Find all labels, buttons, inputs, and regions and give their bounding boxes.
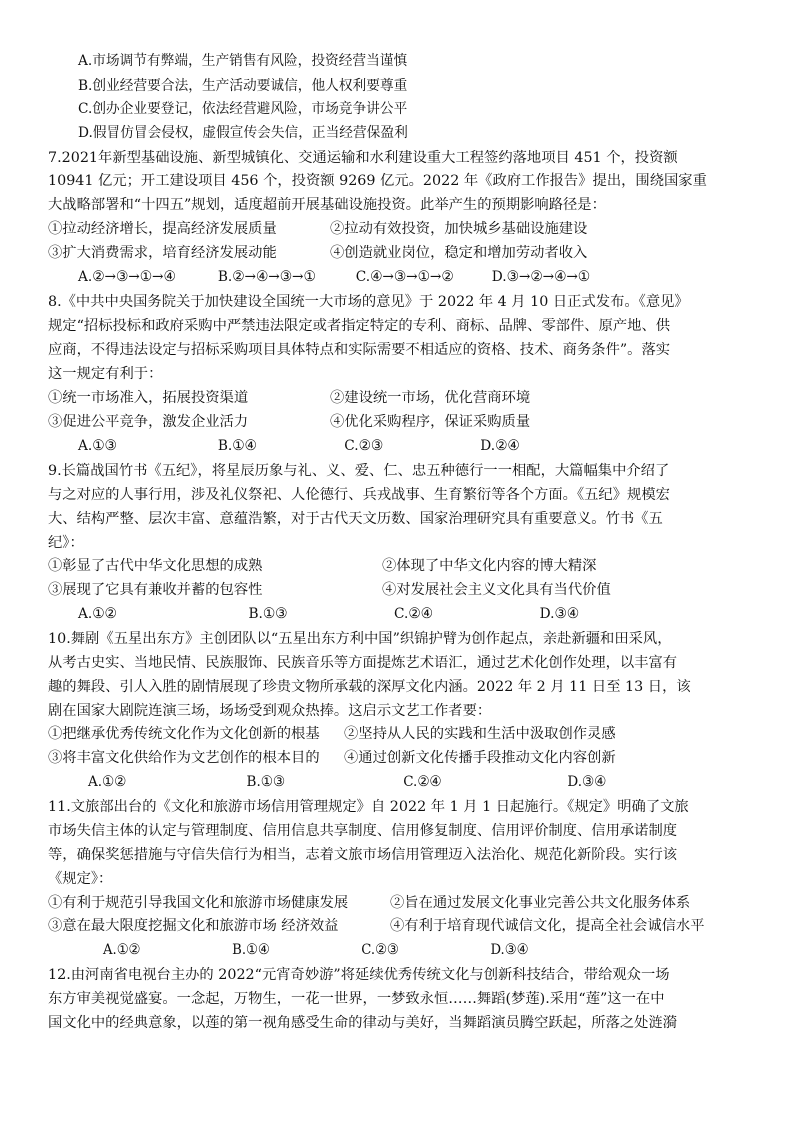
q11-item-1: ①有利于规范引导我国文化和旅游市场健康发展 <box>48 895 349 911</box>
q7-stem-line: 7.2021年新型基础设施、新型城镇化、交通运输和水利建设重大工程签约落地项目 451 个，投资额 <box>48 150 678 166</box>
q8-choice-c: C.②③ <box>344 438 384 454</box>
q7-choices-row <box>78 266 758 288</box>
q10-items-row <box>48 723 758 745</box>
q7-choice-a: A.②→③→①→④ <box>78 269 176 285</box>
q10-items-row <box>48 747 758 769</box>
q11-choices-row <box>103 939 758 961</box>
q8-choice-d: D.②④ <box>480 438 520 454</box>
q9-stem-line: 大、结构严整、层次丰富、意蕴浩繁，对于古代天文历数、国家治理研究具有重要意义。竹书《五 <box>48 511 663 527</box>
q12-stem-line: 国文化中的经典意象，以莲的第一视角感受生命的律动与美好，当舞蹈演员腾空跃起，所落之处涟漪 <box>48 1015 678 1031</box>
q11-items-row <box>48 915 758 937</box>
q8-items-row <box>48 411 758 433</box>
q11-choice-a: A.①② <box>103 942 141 958</box>
q7-choice-b: B.②→④→③→① <box>217 269 316 285</box>
q9-stem-line: 9.长篇战国竹书《五纪》，将星辰历象与礼、义、爱、仁、忠五种德行一一相配，大篇幅集中介绍了 <box>48 463 670 479</box>
q7-items-row <box>48 218 758 240</box>
q10-stem-line: 趣的舞段、引人入胜的剧情展现了珍贵文物所承载的深厚文化内涵。2022 年 2 月 11 日至 13 日，该 <box>48 679 691 695</box>
q9-choice-b: B.①③ <box>248 606 288 622</box>
q7-stem-line: 10941 亿元；开工建设项目 456 个，投资额 9269 亿元。2022 年《政府工作报告》提出，围绕国家重 <box>48 173 707 189</box>
q11-choice-b: B.①④ <box>232 942 270 958</box>
q9-stem-line: 纪》： <box>48 535 84 551</box>
q10-item-4: ④通过创新文化传播手段推动文化内容创新 <box>344 750 616 766</box>
q10-stem-line: 从考古史实、当地民情、民族服饰、民族音乐等方面提炼艺术语汇，通过艺术化创作处理，以丰富有 <box>48 655 678 671</box>
q6-option-b: B.创业经营要合法，生产活动要诚信，他人权利要尊重 <box>78 78 408 94</box>
q8-choice-b: B.①④ <box>217 438 257 454</box>
q11-choice-d: D.③④ <box>490 942 529 958</box>
q10-item-1: ①把继承优秀传统文化作为文化创新的根基 <box>48 726 320 742</box>
q9-choice-d: D.③④ <box>539 606 580 622</box>
q12-stem-line: 12.由河南省电视台主办的 2022“元宵奇妙游”将延续优秀传统文化与创新科技结合，带给观众一场 <box>48 967 670 983</box>
q6-option-a: A.市场调节有弊端，生产销售有风险，投资经营当谨慎 <box>78 53 408 69</box>
q7-item-1: ①拉动经济增长，提高经济发展质量 <box>48 221 277 237</box>
q10-stem-line: 剧在国家大剧院连演三场，场场受到观众热捧。这启示文艺工作者要： <box>48 703 492 719</box>
q9-stem-line: 与之对应的人事行用，涉及礼仪祭祀、人伦德行、兵戎战事、生育繁衍等各个方面。《五纪》规模宏 <box>48 487 670 503</box>
q7-choice-c: C.④→③→①→② <box>355 269 454 285</box>
q8-choice-a: A.①③ <box>78 438 117 454</box>
q8-stem-line: 规定“招标投标和政府采购中严禁违法限定或者指定特定的专利、商标、品牌、零部件、原产地、供 <box>48 318 671 334</box>
q11-choice-c: C.②③ <box>361 942 399 958</box>
q10-choice-c: C.②④ <box>403 774 442 790</box>
q10-choice-a: A.①② <box>88 774 127 790</box>
q7-item-4: ④创造就业岗位，稳定和增加劳动者收入 <box>330 245 588 261</box>
q8-stem-line: 8.《中共中央国务院关于加快建设全国统一大市场的意见》于 2022 年 4 月 10 日正式发布。《意见》 <box>48 294 689 310</box>
q10-choices-row <box>88 771 758 793</box>
q9-item-1: ①彰显了古代中华文化思想的成熟 <box>48 558 263 574</box>
q10-choice-b: B.①③ <box>246 774 285 790</box>
q9-item-3: ③展现了它具有兼收并蓄的包容性 <box>48 582 263 598</box>
q6-option-c: C.创办企业要登记，依法经营避风险，市场竞争讲公平 <box>78 101 408 117</box>
q11-items-row <box>48 892 758 914</box>
q11-item-2: ②旨在通过发展文化事业完善公共文化服务体系 <box>390 895 691 911</box>
q9-items-row <box>48 555 758 577</box>
q8-items-row <box>48 387 758 409</box>
q10-item-3: ③将丰富文化供给作为文艺创作的根本目的 <box>48 750 320 766</box>
q11-item-4: ④有利于培育现代诚信文化，提高全社会诚信水平 <box>390 918 705 934</box>
q7-item-2: ②拉动有效投资，加快城乡基础设施建设 <box>330 221 588 237</box>
q9-choice-c: C.②④ <box>394 606 433 622</box>
q12-stem-line: 东方审美视觉盛宴。一念起，万物生，一花一世界，一梦致永恒……舞蹈(梦莲).采用“莲”这一在中 <box>48 991 665 1007</box>
q10-item-2: ②坚持从人民的实践和生活中汲取创作灵感 <box>344 726 616 742</box>
q9-choice-a: A.①② <box>78 606 117 622</box>
q8-stem-line: 应商，不得违法设定与招标采购项目具体特点和实际需要不相适应的资格、技术、商务条件”。落实 <box>48 342 671 358</box>
q11-stem-line: 11.文旅部出台的《文化和旅游市场信用管理规定》自 2022 年 1 月 1 日起施行。《规定》明确了文旅 <box>48 799 689 815</box>
q10-choice-d: D.③④ <box>567 774 607 790</box>
q11-item-3: ③意在最大限度挖掘文化和旅游市场 经济效益 <box>48 918 339 934</box>
q8-item-4: ④优化采购程序，保证采购质量 <box>330 414 531 430</box>
q9-items-row <box>48 579 758 601</box>
q7-item-3: ③扩大消费需求，培育经济发展动能 <box>48 245 277 261</box>
q8-item-1: ①统一市场准入，拓展投资渠道 <box>48 390 249 406</box>
q6-option-d: D.假冒仿冒会侵权，虚假宣传会失信，正当经营保盈利 <box>78 125 408 141</box>
q11-stem-line: 等，确保奖惩措施与守信失信行为相当，志着文旅市场信用管理迈入法治化、规范化新阶段。实行该 <box>48 847 678 863</box>
q9-item-2: ②体现了中华文化内容的博大精深 <box>382 558 597 574</box>
q8-item-3: ③促进公平竞争，激发企业活力 <box>48 414 249 430</box>
q9-item-4: ④对发展社会主义文化具有当代价值 <box>382 582 611 598</box>
q11-stem-line: 《规定》： <box>48 871 113 887</box>
q7-stem-line: 大战略部署和“十四五”规划，适度超前开展基础设施投资。此举产生的预期影响路径是： <box>48 197 606 213</box>
q11-stem-line: 市场失信主体的认定与管理制度、信用信息共享制度、信用修复制度、信用评价制度、信用承诺制度 <box>48 823 678 839</box>
q8-stem-line: 这一规定有利于： <box>48 366 163 382</box>
q8-item-2: ②建设统一市场，优化营商环境 <box>330 390 531 406</box>
q9-choices-row <box>78 603 758 625</box>
q7-items-row <box>48 242 758 264</box>
q10-stem-line: 10.舞剧《五星出东方》主创团队以“五星出东方利中国”织锦护臂为创作起点，亲赴新疆和田采风， <box>48 631 672 647</box>
q7-choice-d: D.③→②→④→① <box>491 269 591 285</box>
q8-choices-row <box>78 435 758 457</box>
